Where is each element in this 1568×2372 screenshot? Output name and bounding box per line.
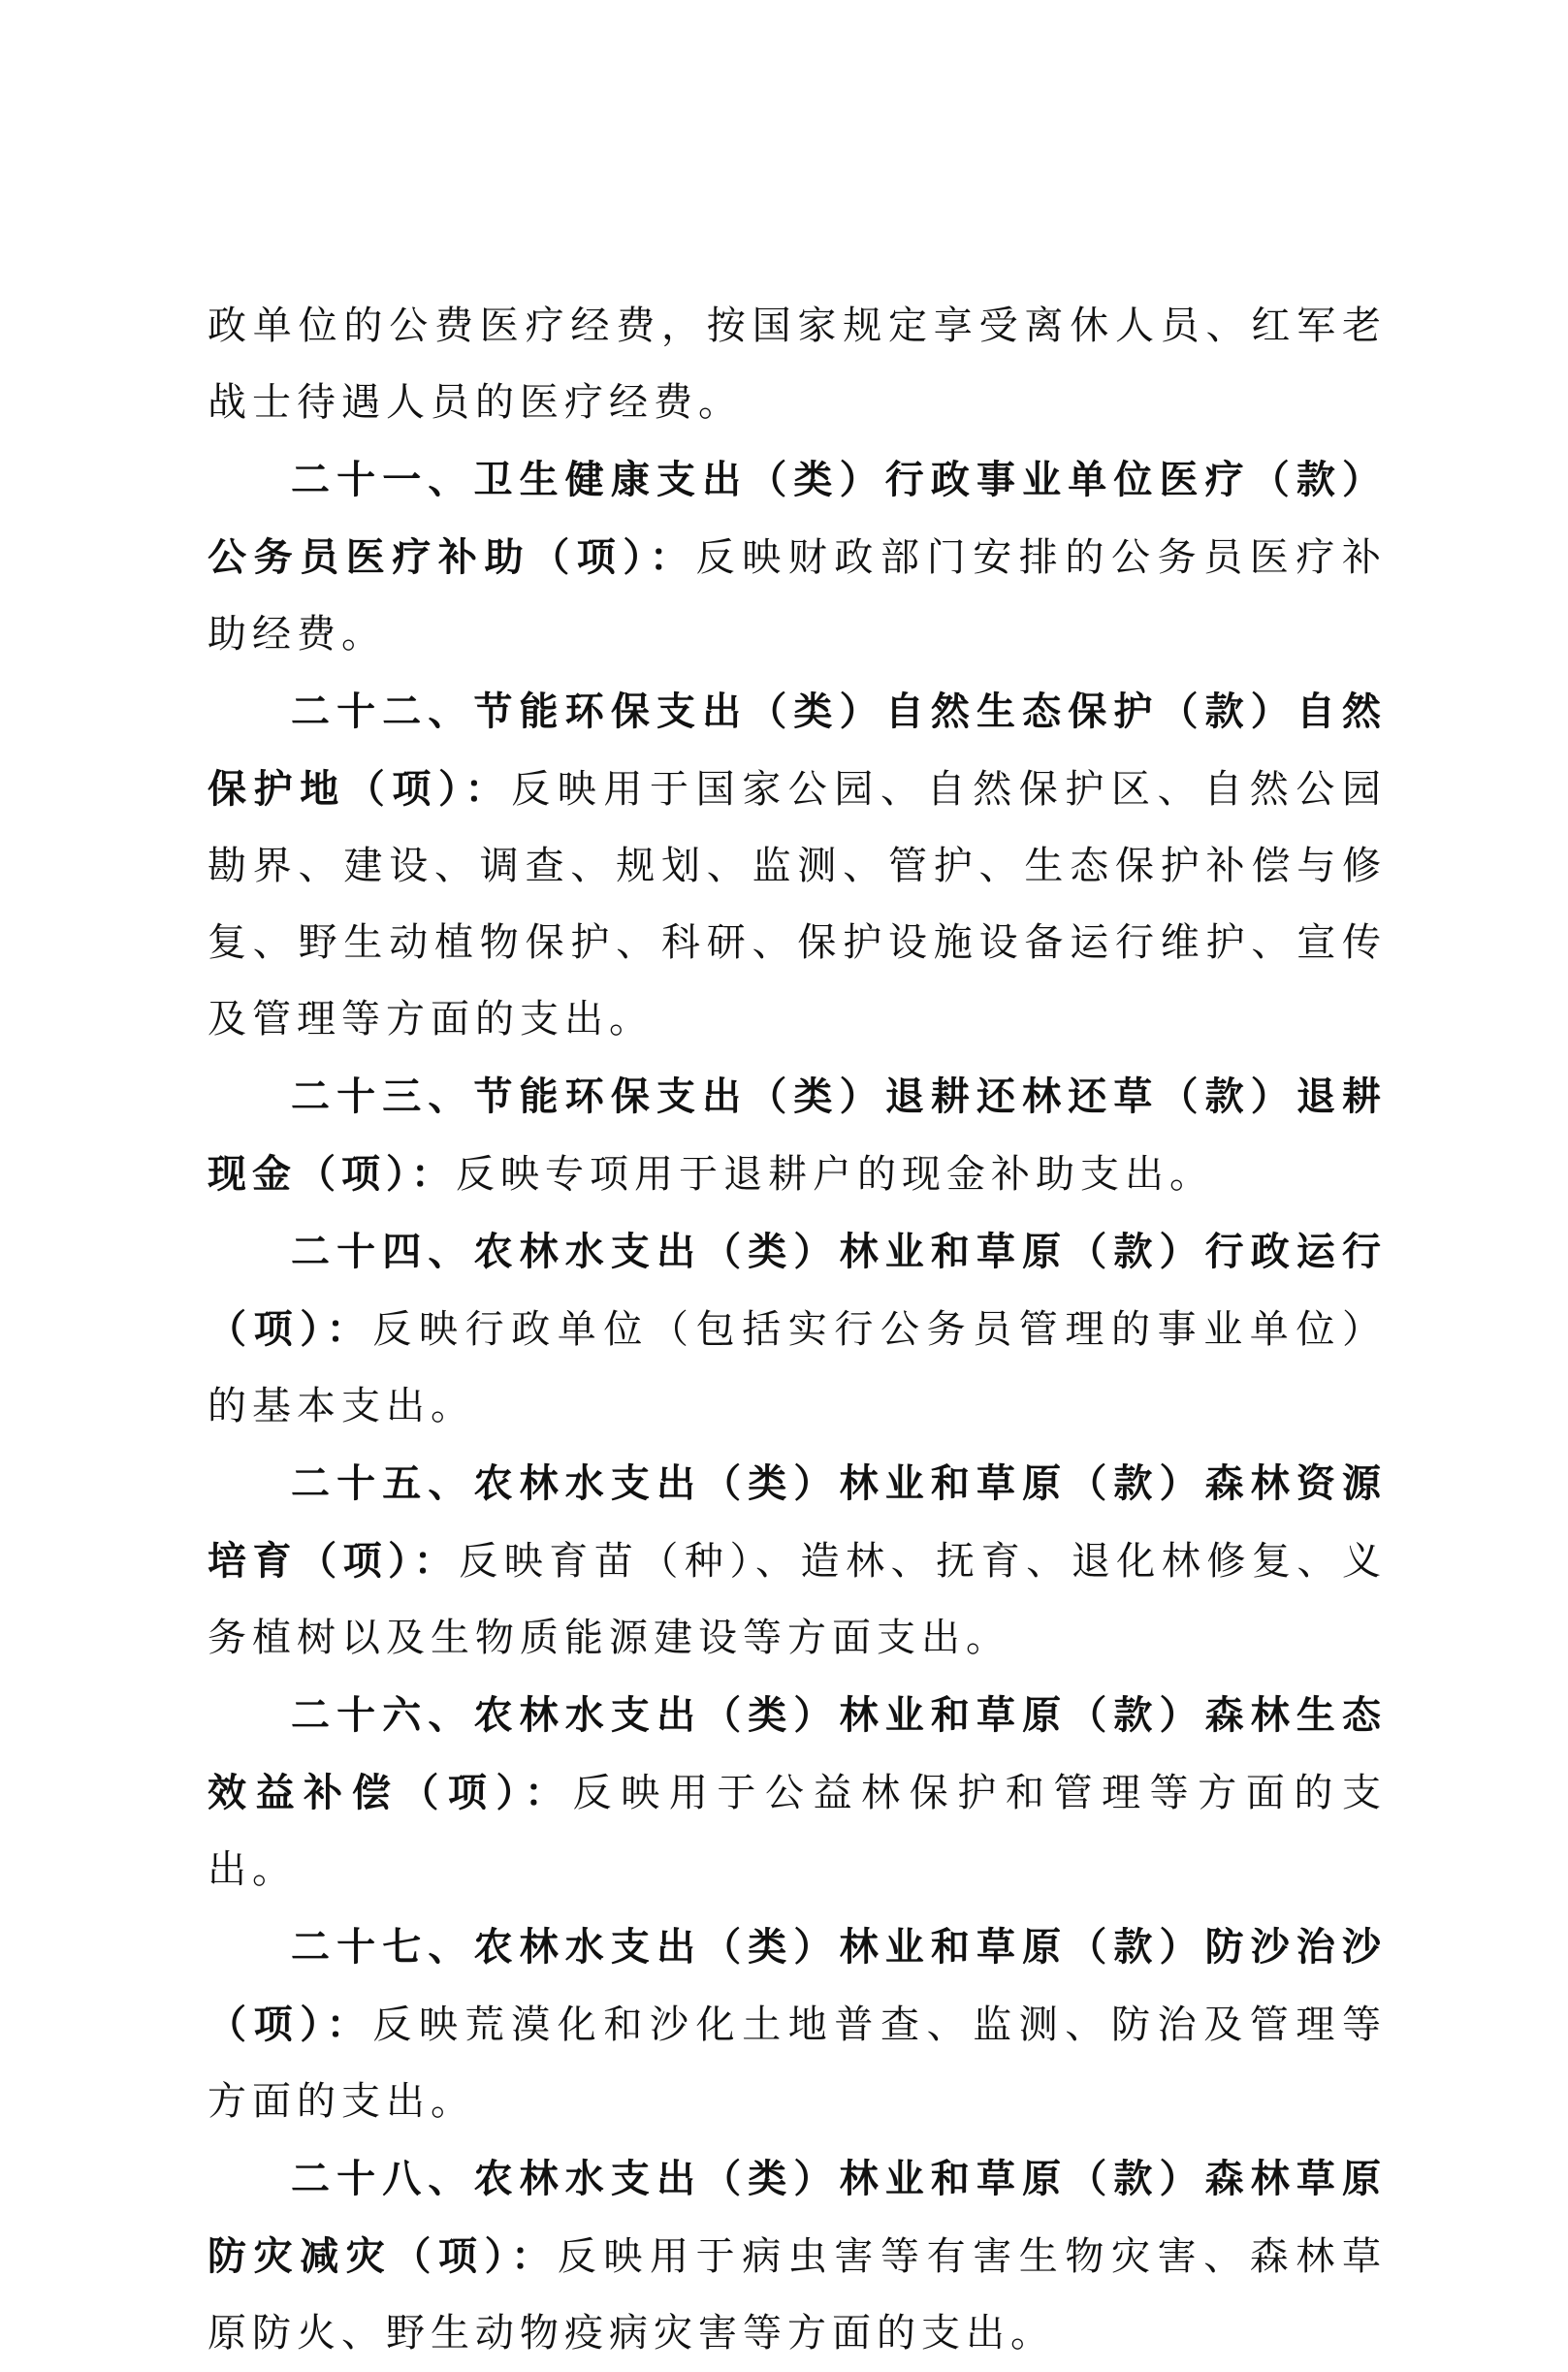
item-heading: 二十二、节能环保支出（类）自然生态保护（款）自然保护地（项）： [208,689,1387,812]
item-paragraph-28 [208,2140,1387,2372]
item-body: 反映用于病虫害等有害生物灾害、森林草原防火、野生动物疫病灾害等方面的支出。 [208,2234,1388,2356]
item-heading: 二十四、农林水支出（类）林业和草原（款）行政运行（项）： [208,1229,1387,1352]
item-paragraph-21 [208,441,1387,673]
item-paragraph-23 [208,1058,1387,1213]
item-heading: 二十五、农林水支出（类）林业和草原（款）森林资源培育（项）： [208,1460,1387,1584]
item-paragraph-25 [208,1445,1387,1677]
item-heading: 二十八、农林水支出（类）林业和草原（款）森林草原防灾减灾（项）： [208,2156,1387,2279]
item-paragraph-27 [208,1908,1387,2140]
item-body: 反映专项用于退耕户的现金补助支出。 [456,1152,1214,1197]
item-heading: 二十六、农林水支出（类）林业和草原（款）森林生态效益补偿（项）： [208,1692,1387,1815]
item-body: 反映财政部门安排的公务员医疗补助经费。 [208,535,1388,657]
item-heading: 二十七、农林水支出（类）林业和草原（款）防沙治沙（项）： [208,1924,1387,2047]
item-body: 反映荒漠化和沙化土地普查、监测、防治及管理等方面的支出。 [208,2003,1388,2124]
item-body: 反映行政单位（包括实行公务员管理的事业单位）的基本支出。 [208,1307,1388,1428]
document-body [208,288,1387,2372]
item-heading: 二十三、节能环保支出（类）退耕还林还草（款）退耕现金（项）： [208,1074,1387,1197]
item-paragraph-22 [208,673,1387,1058]
item-paragraph-24 [208,1213,1387,1445]
item-body: 反映用于公益林保护和管理等方面的支出。 [208,1771,1388,1892]
continuation-paragraph: 政单位的公费医疗经费，按国家规定享受离休人员、红军老战士待遇人员的医疗经费。 [208,304,1387,425]
item-body: 反映育苗（种）、造林、抚育、退化林修复、义务植树以及生物质能源建设等方面支出。 [208,1539,1388,1660]
item-heading: 二十一、卫生健康支出（类）行政事业单位医疗（款）公务员医疗补助（项）： [208,457,1387,580]
item-body: 反映用于国家公园、自然保护区、自然公园勘界、建设、调查、规划、监测、管护、生态保护补偿与修复、野生动植物保护、科研、保护设施设备运行维护、宣传及管理等方面的支出。 [208,767,1388,1042]
item-paragraph-26 [208,1677,1387,1908]
